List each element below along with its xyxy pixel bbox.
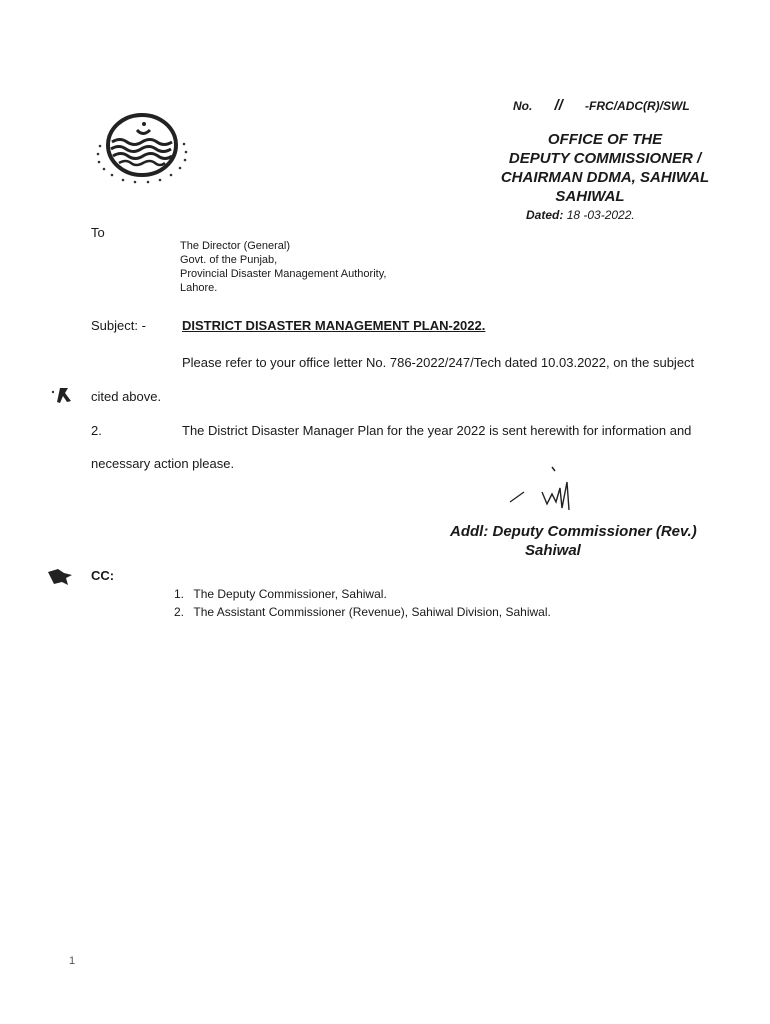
dated-value: 18 -03-2022. bbox=[566, 208, 635, 222]
office-line-2: DEPUTY COMMISSIONER / bbox=[508, 150, 702, 167]
subject-label: Subject: - bbox=[91, 318, 146, 333]
dated-label: Dated: bbox=[526, 208, 564, 222]
para1-line2: cited above. bbox=[91, 389, 162, 404]
to-label: To bbox=[91, 225, 105, 240]
para1-line1: Please refer to your office letter No. 786-2022/247/Tech dated 10.03.2022, on the subject bbox=[182, 355, 695, 370]
cc-item-2 bbox=[174, 603, 551, 621]
ref-suffix: -FRC/ADC(R)/SWL bbox=[585, 99, 690, 113]
signatory-place: Sahiwal bbox=[525, 542, 581, 559]
letter-reference bbox=[513, 97, 690, 114]
para2-number: 2. bbox=[91, 423, 102, 438]
addressee-line-4: Lahore. bbox=[180, 282, 218, 294]
ref-number: // bbox=[554, 97, 563, 114]
margin-punch-mark-1 bbox=[50, 386, 78, 404]
signatory-title: Addl: Deputy Commissioner (Rev.) bbox=[450, 523, 697, 540]
ref-prefix: No. bbox=[513, 99, 533, 113]
cc-item-number: 1. bbox=[174, 587, 185, 601]
addressee-line-3: Provincial Disaster Management Authority, bbox=[180, 268, 387, 280]
cc-label: CC: bbox=[91, 568, 115, 583]
office-line-1: OFFICE OF THE bbox=[547, 131, 663, 148]
subject-title: DISTRICT DISASTER MANAGEMENT PLAN-2022. bbox=[182, 318, 486, 333]
margin-punch-mark-2 bbox=[44, 566, 74, 586]
addressee-line-1: The Director (General) bbox=[180, 240, 291, 252]
punjab-govt-emblem bbox=[90, 108, 200, 188]
office-line-4: SAHIWAL bbox=[555, 188, 625, 205]
handwritten-signature bbox=[500, 462, 590, 522]
cc-item-1 bbox=[174, 585, 387, 603]
office-line-3: CHAIRMAN DDMA, SAHIWAL bbox=[500, 169, 710, 186]
cc-item-number: 2. bbox=[174, 605, 185, 619]
page-number: 1 bbox=[69, 955, 76, 967]
cc-item-text: The Deputy Commissioner, Sahiwal. bbox=[193, 587, 387, 601]
cc-item-text: The Assistant Commissioner (Revenue), Sahiwal Division, Sahiwal. bbox=[193, 605, 551, 619]
para2-line1: The District Disaster Manager Plan for the year 2022 is sent herewith for information and bbox=[182, 423, 692, 438]
addressee-line-2: Govt. of the Punjab, bbox=[180, 254, 278, 266]
para2-line2: necessary action please. bbox=[91, 456, 235, 471]
letter-date bbox=[526, 208, 635, 222]
